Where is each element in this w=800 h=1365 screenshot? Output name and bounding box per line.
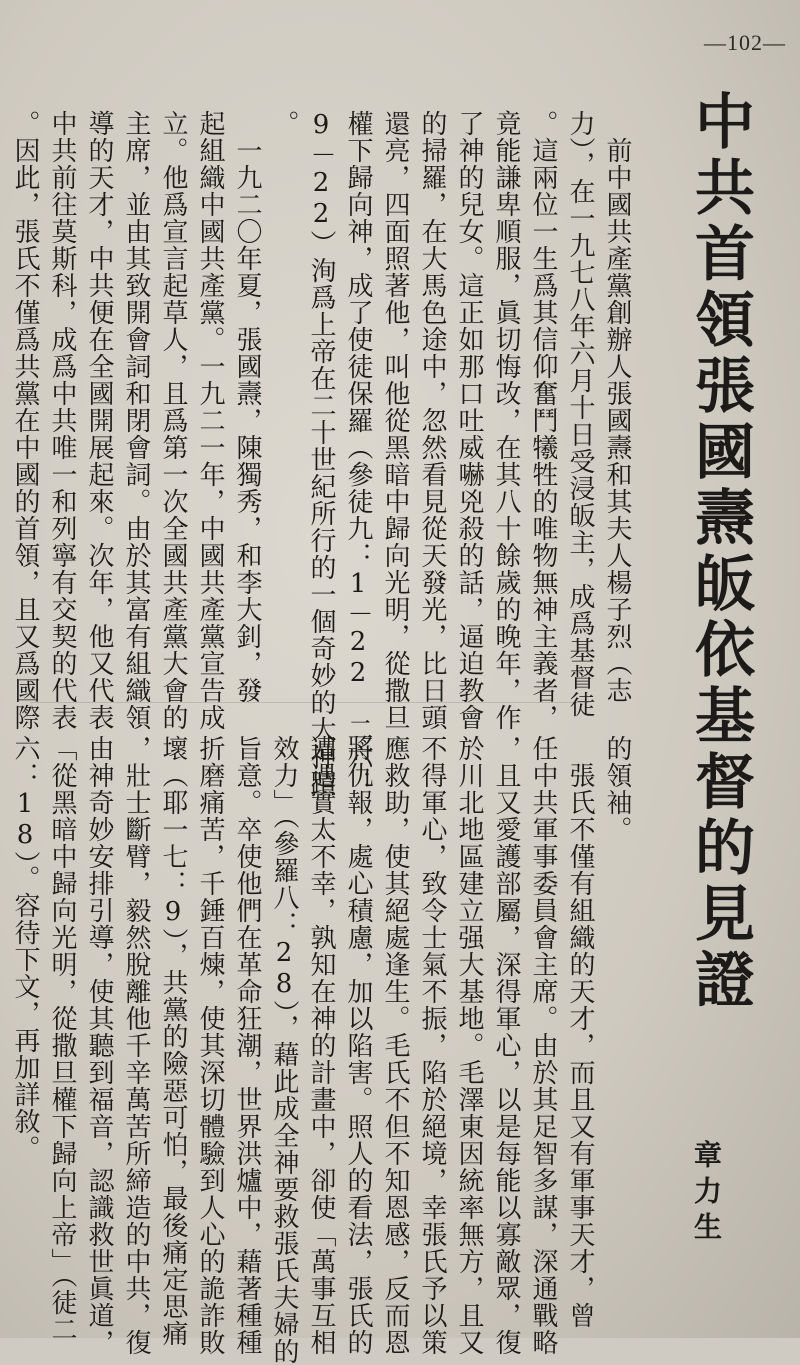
upper-text-block: 前中國共產黨創辦人張國燾和其夫人楊子烈（志 力），在一九七八年六月十日受浸皈主，成爲基督徒 。這兩位一生爲其信仰奮鬥犧牲的唯物無神主義者， 竟能謙卑順服，眞切悔改，在其八十餘歲的晚年，作 了神的兒女。這正如那口吐威嚇兇殺的話，逼迫教會 的掃羅，在大馬色途中，忽然看見從天發光，比日頭 還亮，四面照著他，叫他從黑暗中歸向光明，從撒旦 權下歸向神，成了使徒保羅（參徒九：1－22 二六： 9－22）洵爲上帝在二十世紀所行的一個奇妙的大神蹟 。 一九二〇年夏，張國燾，陳獨秀，和李大釗，發 起組織中國共產黨。一九二一年，中國共產黨宣告成 立。他爲宣言起草人，且爲第一次全國共產黨大會的 主席，並由其致開會詞和閉會詞。由於其富有組織領 導的天才，中共便在全國開展起來。次年，他又代表 中共前往莫斯科，成爲中共唯一和列寧有交契的代表 。因此，張氏不僅爲共黨在中國的首領，且又爲國際 bbox=[10, 110, 632, 797]
page-number: —102— bbox=[704, 30, 786, 55]
author-name: 章力生 bbox=[690, 1140, 723, 1248]
block-divider bbox=[30, 702, 590, 703]
lower-text-block: 的領袖。 張氏不僅有組織的天才，而且又有軍事天才，曾 任中共軍事委員會主席。由於其足智多謀，深通戰略 ，且又愛護部屬，深得軍心，以是每能以寡敵眾，復 於川北地區建立强大基地。毛澤東因統率無方，且又 不得軍心，致令士氣不振，陷於絕境，幸張氏予以策 應救助，使其絕處逢生。毛氏不但不知恩感，反而恩 將仇報，處心積慮，加以陷害。照人的看法，張氏的 遭遇實太不幸，孰知在神的計畫中，卻使「萬事互相 效力」（參羅八：28），藉此成全神要救張氏夫婦的 旨意。卒使他們在革命狂潮，世界洪爐中，藉著種種 折磨痛苦，千錘百煉，使其深切體驗到人心的詭詐敗 壞（耶一七：9），共黨的險惡可怕，最後痛定思痛 ，壯士斷臂，毅然脫離他千辛萬苦所締造的中共，復 由神奇妙安排引導，使其聽到福音，認識救世眞道， 「從黑暗中歸向光明，從撒旦權下歸向上帝」（徒二 六：18）。容待下文，再加詳敘。 bbox=[10, 735, 632, 1365]
article-title: 中共首領張國燾皈依基督的見證 bbox=[685, 90, 755, 1014]
